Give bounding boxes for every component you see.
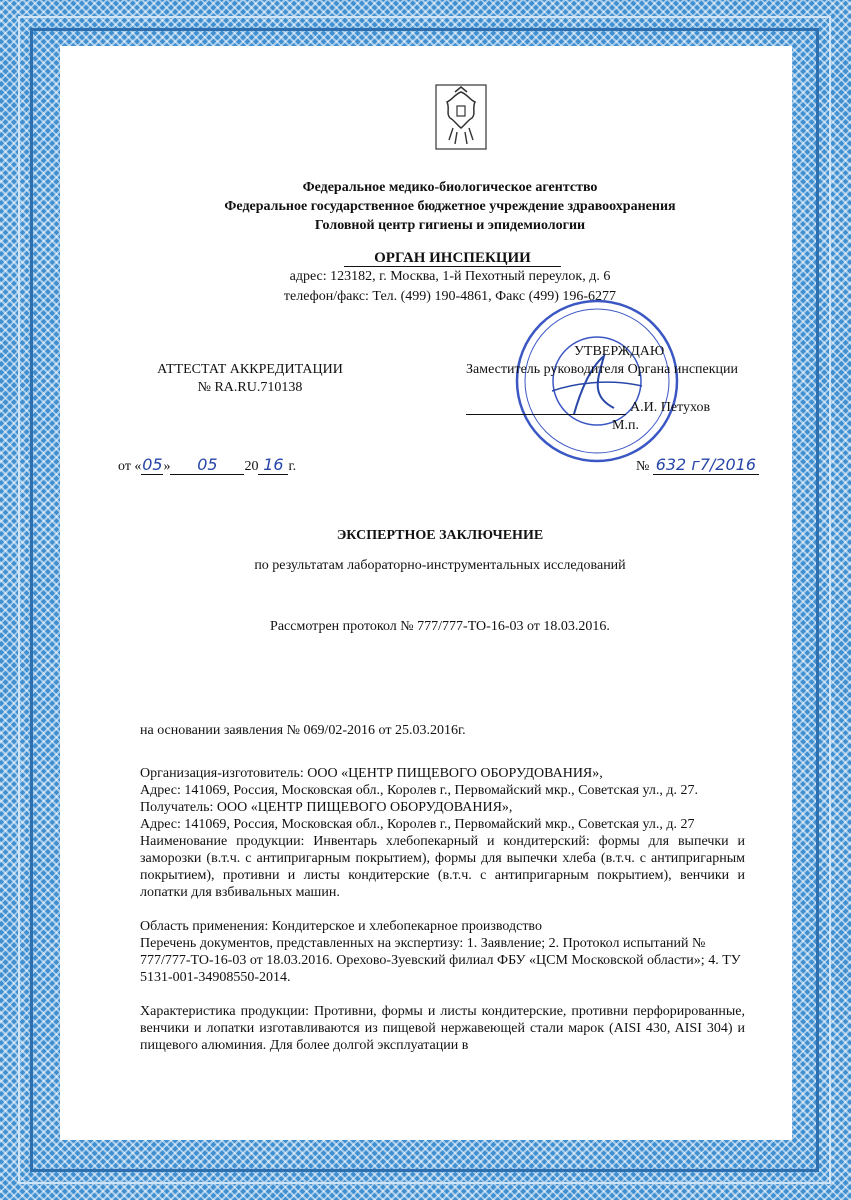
coat-of-arms-icon — [435, 84, 487, 150]
approve-position: Заместитель руководителя Органа инспекции — [466, 362, 739, 377]
recipient-address: Адрес: 141069, Россия, Московская обл., Королев г., Первомайский мкр., Советская ул., д. 27 — [140, 817, 695, 832]
institution-name: Федеральное государственное бюджетное учреждение здравоохранения — [224, 199, 676, 214]
date-line — [118, 455, 358, 475]
manufacturer: Организация-изготовитель: ООО «ЦЕНТР ПИЩЕВОГО ОБОРУДОВАНИЯ», — [140, 766, 603, 781]
signature-line — [466, 414, 626, 415]
number-value: 632 г7/2016 — [653, 455, 759, 475]
attestat-number: № RA.RU.710138 — [197, 380, 303, 395]
manufacturer-address: Адрес: 141069, Россия, Московская обл., Королев г., Первомайский мкр., Советская ул., д. 27. — [140, 783, 698, 798]
stamp-place: М.п. — [612, 418, 639, 433]
date-close: » — [163, 459, 171, 474]
agency-name: Федеральное медико-биологическое агентство — [302, 180, 598, 195]
spacer — [140, 986, 745, 1003]
product-characteristics: Характеристика продукции: Противни, формы и листы кондитерские, противни перфорированные, венчики и лопатки изготавливаются из пищевой нержавеющей стали марок (AISI 430, AISI 304) и пищевого алюминия. Для более долгой эксплуатации в — [140, 1004, 745, 1053]
date-day: 05 — [142, 455, 163, 474]
documents-list: Перечень документов, представленных на экспертизу: 1. Заявление; 2. Протокол испытаний № 777/777-ТО-16-03 от 18.03.2016. Орехово-Зуевский филиал ФБУ «ЦСМ Московской области»; 4. ТУ 5131-001-34908550-2014. — [140, 936, 741, 985]
document-number — [636, 455, 776, 475]
date-prefix: от « — [118, 459, 142, 474]
organ-title — [300, 250, 605, 267]
date-month: 05 — [170, 455, 244, 475]
organ-title-text: ОРГАН ИНСПЕКЦИИ — [344, 250, 561, 267]
protocol-line: Рассмотрен протокол № 777/777-ТО-16-03 от 18.03.2016. — [270, 619, 610, 634]
basis-line: на основании заявления № 069/02-2016 от 25.03.2016г. — [140, 723, 466, 738]
date-year-prefix: 20 — [244, 459, 259, 474]
spacer — [140, 901, 745, 918]
organ-address: адрес: 123182, г. Москва, 1-й Пехотный переулок, д. 6 — [289, 269, 611, 284]
document-title: ЭКСПЕРТНОЕ ЗАКЛЮЧЕНИЕ — [336, 528, 544, 543]
product-name: Наименование продукции: Инвентарь хлебопекарный и кондитерский: формы для выпечки и заморозки (в.т.ч. с антипригарным покрытием), формы для выпечки хлеба (в.т.ч. с антипригарным покрытием), противни и листы кондитерские (в.т.ч. с антипригарным покрытием), венчики и лопатки для взбивальных машин. — [140, 834, 745, 900]
organ-phone: телефон/факс: Тел. (499) 190-4861, Факс (499) 196-6277 — [283, 289, 617, 304]
approve-title: УТВЕРЖДАЮ — [574, 344, 665, 359]
official-stamp-icon — [512, 296, 682, 466]
application-scope: Область применения: Кондитерское и хлебопекарное производство — [140, 919, 542, 934]
attestat-title: АТТЕСТАТ АККРЕДИТАЦИИ — [157, 362, 343, 377]
document-subtitle: по результатам лабораторно-инструментальных исследований — [254, 558, 626, 573]
recipient: Получатель: ООО «ЦЕНТР ПИЩЕВОГО ОБОРУДОВАНИЯ», — [140, 800, 513, 815]
date-year: 16 — [258, 455, 288, 475]
number-prefix: № — [636, 459, 650, 474]
center-name: Головной центр гигиены и эпидемиологии — [314, 218, 586, 233]
approver-name: А.И. Петухов — [630, 400, 711, 415]
body-text — [140, 765, 745, 1054]
date-suffix: г. — [288, 459, 297, 474]
